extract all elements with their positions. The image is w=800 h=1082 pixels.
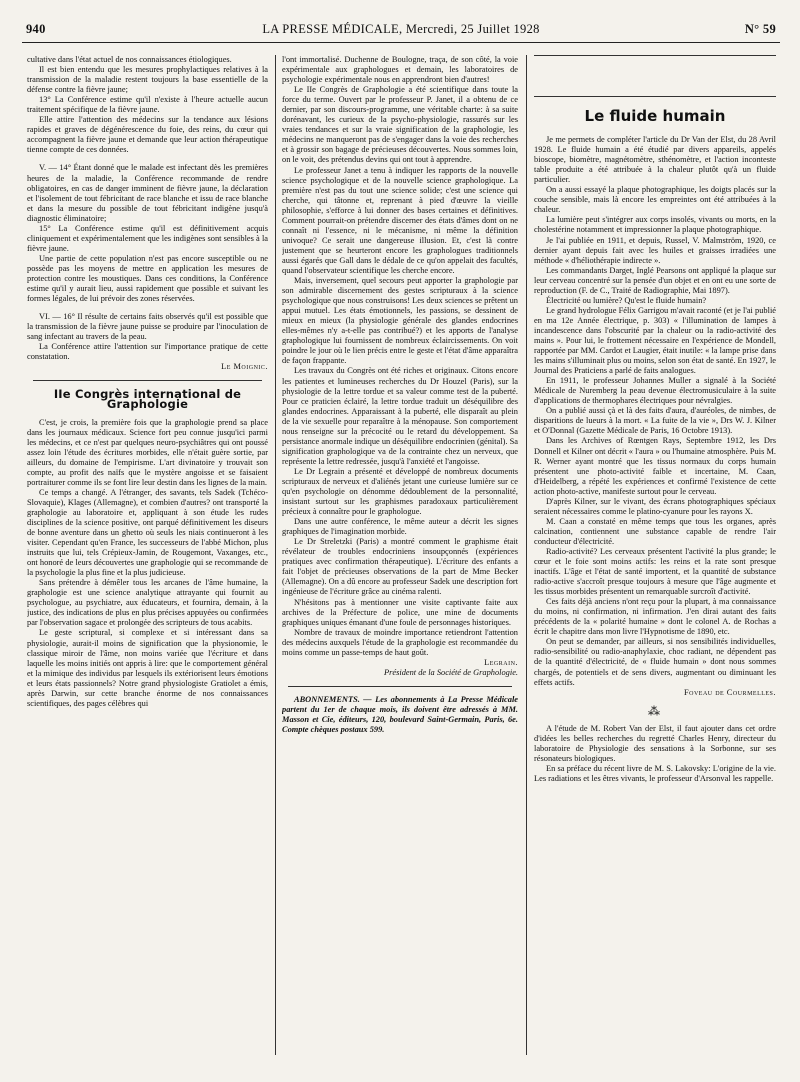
paragraph: 15° La Conférence estime qu'il est définitivement acquis cliniquement et expérimentalement que les indigènes sont sensibles à la fièvre jaune.: [27, 223, 268, 253]
section-heading: Le fluide humain: [584, 107, 726, 125]
issue-number: N° 59: [744, 22, 776, 36]
paragraph: On a aussi essayé la plaque photographique, les doigts placés sur la couche sensible, mais là encore les empreintes ont été attribuées à la chaleur.: [534, 185, 776, 215]
paragraph: Dans les Archives of Rœntgen Rays, Septembre 1912, les Drs Donnell et Kilner ont décrit « l'aura » ou l'humaine atmosphère. Puis M. R. Werner ayant montré que les tissus normaux du corps humain présentent une photo-activité faible et incertaine, M. Caan, d'Heidelberg, a répété les expériences et confirmé l'existence de cette action photo-active, manifeste surtout pour le cerveau.: [534, 436, 776, 496]
paragraph: M. Caan a constaté en même temps que tous les organes, après calcination, contiennent une substance capable de rendre l'air conducteur d'électricité.: [534, 516, 776, 546]
author-signature: Legrain.: [484, 657, 518, 667]
paragraph: Radio-activité? Les cerveaux présentent l'activité la plus grande; le cœur et le foie sont moins actifs: les reins et la rate sont presque inactifs. L'âge et l'état de santé importent, et la quantité de substance radio-active s'accroît presque toujours à mesure que l'âge augmente et les tissus morbides présentent un remarquable surcroît d'activité.: [534, 546, 776, 597]
paragraph: La Conférence attire l'attention sur l'importance pratique de cette constatation.: [27, 342, 268, 362]
paragraph: En 1911, le professeur Johannes Muller a signalé à la Société Médicale de Nuremberg la peau devenue électromusiculaire à la suite d'applications de thermophares électriques pour névralgies.: [534, 376, 776, 406]
paragraph: Une partie de cette population n'est pas encore susceptible ou ne possède pas les moyens de mettre en application les mesures de protection contre les moustiques. Dans ces conditions, la Conférence estime qu'il y aurait lieu, aussi rapidement que possible et suivant les formes légales, de lui prévoir des zones réservées.: [27, 253, 268, 304]
section-heading: IIe Congrès international de Graphologie: [53, 387, 242, 412]
paragraph: Électricité ou lumière? Qu'est le fluide humain?: [546, 295, 707, 305]
top-box: [534, 55, 776, 97]
section-separator: [288, 686, 512, 687]
column-1: [27, 55, 268, 1055]
paragraph: 13° La Conférence estime qu'il n'existe à l'heure actuelle aucun traitement spécifique de la fièvre jaune.: [27, 95, 268, 115]
column-2: [282, 55, 518, 1055]
paragraph: Il est bien entendu que les mesures prophylactiques relatives à la transmission de la maladie restent toujours la base essentielle de la défense contre la fièvre jaune;: [27, 65, 268, 95]
paragraph: V. — 14° Étant donné que le malade est infectant dès les premières heures de la maladie, la Conférence recommande de rendre obligatoires, en cas de danger imminent de fièvre jaune, la déclaration et l'isolement de tout fébricitant de race blanche et issu de race blanche et dans la mesure du possible de tout fébricitant indigène jusqu'à diagnostic éliminatoire;: [27, 163, 268, 223]
paragraph: Nombre de travaux de moindre importance retiendront l'attention des médecins auxquels l'étude de la graphologie est recommandée du moins comme un passe-temps de haut goût.: [282, 627, 518, 657]
paragraph: Ces faits déjà anciens n'ont reçu pour la plupart, à ma connaissance du moins, ni confirmation, ni infirmation. J'en dirai autant des faits précédents de la « polarité humaine » dont le colonel A. de Rochas a écrit le chapitre dans mon livre l'Hypnotisme de 1890, etc.: [534, 597, 776, 637]
paragraph: Les travaux du Congrès ont été riches et originaux. Citons encore les patientes et lumineuses recherches du Dr Houzel (Paris), sur la physiologie de la lettre tordue et sa valeur comme test de la puberté. Pour ce praticien éclairé, la lettre tordue traduit un déséquilibre des glandes endocrines. Apparaissant à la puberté, elle disparaît au plein de la vie sexuelle pour reparaître à la ménopause. Son comportement nous renseigne sur la précocité ou le retard du développement. Sa persistance anormale indique un déséquilibre endocrinien (génital). Sa signification graphologique va de la contrainte chez un nerveux, que représente la lettre redressée, jusqu'à l'anxiété et l'angoisse.: [282, 366, 518, 466]
paragraph: Le Dr Streletzki (Paris) a montré comment le graphisme était révélateur de troubles endocriniens insoupçonnés (expériences pratiques avec confirmation thérapeutique). L'écriture des enfants a fait l'objet de précieuses observations de la part de Mme Becker (Allemagne). On a dû encore au professeur Sadek une description fort ingénieuse de l'écriture grâce au cinéma ralenti.: [282, 537, 518, 597]
paragraph: Sans prétendre à démêler tous les arcanes de l'âme humaine, la graphologie est une science analytique attrayante qui fournit au psychologue, au psychiatre, aux éducateurs, et fournira, demain, à la justice, des indications de plus en plus précises appuyées ou confirmées par l'observation sagace et prolongée des scripteurs de tous acabits.: [27, 578, 268, 628]
paragraph: A l'étude de M. Robert Van der Elst, il faut ajouter dans cet ordre d'idées les belles recherches du regretté Charles Henry, directeur du laboratoire de Physiologie des sensations à la Sorbonne, sur ses résonateurs biologiques.: [534, 723, 776, 763]
paragraph: Elle attire l'attention des médecins sur la tendance aux lésions rapides et graves de dégénérescence du foie, des reins, du cœur qui accompagnent la fièvre jaune et demande que leur action thérapeutique tienne compte de ces données.: [27, 115, 268, 155]
page-header: [22, 20, 780, 43]
column-3: [534, 55, 776, 1055]
subscription-notice: ABONNEMENTS. — Les abonnements à La Presse Médicale partent du 1er de chaque mois, ils doivent être adressés à MM. Masson et Cie, éditeurs, 120, boulevard Saint-Germain, Paris, 6e. Compte chèques postaux 599.: [282, 694, 518, 735]
author-signature: Le Moignic.: [221, 362, 268, 372]
paragraph: cultative dans l'état actuel de nos connaissances étiologiques.: [27, 55, 232, 64]
paragraph: D'après Kilner, sur le vivant, des écrans photographiques spéciaux seraient nécessaires comme le platino-cyanure pour les rayons X.: [534, 496, 776, 516]
paragraph: Le grand hydrologue Félix Garrigou m'avait raconté (et je l'ai publié en ma 12e Année électrique, p. 303) « l'illumination de lampes à incandescence dans l'obscurité par la chaleur ou la radio-activité des mains ». Pour lui, le frottement nécessaire en l'expérience de Mondell, rapportée par MM. Cardot et Laugier, était inutile: « la lampe prise dans les mains s'illuminait plus ou moins, selon son état de santé. En 1927, le Journal des Praticiens a parlé de faits analogues.: [534, 305, 776, 376]
paragraph: Ce temps a changé. A l'étranger, des savants, tels Sadek (Tchéco-Slovaquie), Klages (Allemagne), et combien d'autres? ont transporté la graphologie au laboratoire et, appliquant à son étude les rudes disciplines de la science positive, ont parqué définitivement les diseurs de bonne aventure dans un ghetto où seuls les niais continueront à les visiter. Cependant qu'en France, les successeurs de l'abbé Michon, plus instruits que lui, tels Crépieux-Jamin, de Rougemont, Vaxanges, etc., ont honoré de leurs découvertes une graphologie qui se recommande de la psychologie la plus fine et la plus judicieuse.: [27, 487, 268, 578]
paragraph: En sa préface du récent livre de M. S. Lakovsky: L'origine de la vie. Les radiations et les êtres vivants, le professeur d'Arsonval les rappelle.: [534, 763, 776, 783]
paragraph: Les commandants Darget, Inglé Pearsons ont appliqué la plaque sur leur cerveau concentré sur la pensée d'un objet et en ont eu une sorte de reproduction (F. de C., Traité de Radiographie, Mai 1897).: [534, 265, 776, 295]
column-divider-2: [526, 55, 527, 1055]
paragraph: Dans une autre conférence, le même auteur a décrit les signes graphiques de l'imagination morbide.: [282, 517, 518, 537]
paragraph: Mais, inversement, quel secours peut apporter la graphologie par son admirable discernement des gestes scripturaux à la science psychologique que nous construisons! Les deux sciences se prêtent un appui mutuel. Les états émotionnels, les passions, se dessinent de mieux en mieux (la physiologie générale des glandes endocrines elles-mêmes n'y a-t-elle pas contribué?) et les apports de l'analyse graphologique lui fournissent de nombreux éclaircissements. On voit poindre le jour où le lien précis entre le geste et l'état d'âme apparaîtra de façon frappante.: [282, 276, 518, 366]
author-title: Président de la Société de Graphologie.: [384, 667, 518, 677]
paragraph: Le geste scriptural, si complexe et si intéressant dans sa physiologie, aurait-il moins de signification que la physionomie, le classique miroir de l'âme, non moins variée que l'écriture et dans laquelle les moins initiés ont appris à lire: que le comportement général et la mimique des individus par lesquels ils extériorisent leurs émotions et leurs états passionnels? Notre grand physiologiste Gratiolet a émis, après Darwin, sur cette branche énorme de nos connaissances scientifiques, des pages célèbres qui: [27, 628, 268, 708]
paragraph: C'est, je crois, la première fois que la graphologie prend sa place dans les journaux médicaux. Science fort peu connue jusqu'ici parmi les médecins, et ce n'est par quelques neuro-psychiâtres qui ont poussé assez loin l'étude des écritures morbides, elle n'était guère sortie, par ailleurs, du domaine de l'empirisme. L'art divinatoire y trouvait son compte, au profit des naïfs que le mystère angoisse et se faisaient portraiturer comme ils se font lire leur destin dans les lignes de la main.: [27, 417, 268, 487]
paragraph: VI. — 16° Il résulte de certains faits observés qu'il est possible que la transmission de la fièvre jaune puisse se produire par l'inoculation de sang infectant au travers de la peau.: [27, 312, 268, 342]
paragraph: Le professeur Janet a tenu à indiquer les rapports de la nouvelle science psychologique et de la nouvelle science graphologique. La première n'est pas du tout une science solide; c'est une science qui cherche, qui tâtonne et, reprenant à pied d'œuvre la vieille philosophie, s'efforce à lui donner des bases certaines et définitives. Comment pourrait-on prétendre discerner des états d'âmes dont on ne connaît ni l'essence, ni le mécanisme, ni même la définition univoque? Ce serait une dangereuse illusion. Et, c'est là contre justement que se heurteront encore les graphologues traditionnels aussi égarés que Gall dans le dédale de ce qu'on appelait des facultés, quand l'observateur scientifique les cherche encore.: [282, 165, 518, 275]
paragraph: On peut se demander, par ailleurs, si nos sensibilités individuelles, radio-sensibilité ou radio-anaphylaxie, choc radiant, ne dépendent pas de la quantité d'électricité, de « fluide humain » dont nous sommes chargés, de potentiels et de sens divers, augmentant ou diminuant les effets actifs.: [534, 637, 776, 687]
paragraph: La lumière peut s'intégrer aux corps insolés, vivants ou morts, en la cholestérine notamment et impressionner la plaque photographique.: [534, 215, 776, 235]
journal-title: LA PRESSE MÉDICALE, Mercredi, 25 Juillet 1928: [262, 22, 540, 36]
asterism: ⁂: [648, 703, 662, 718]
paragraph: On a publié aussi çà et là des faits d'aura, d'auréoles, de nimbes, de disparitions de lueurs à la mort. « La fuite de la vie », Drs W. J. Kilner et O'Donnal (Gazette Médicale de Paris, 16 Octobre 1913).: [534, 406, 776, 436]
paragraph: N'hésitons pas à mentionner une visite captivante faite aux archives de la Préfecture de police, une mine de documents graphiques uniques émanant d'une foule de personnages historiques.: [282, 597, 518, 627]
paragraph: Le IIe Congrès de Graphologie a été scientifique dans toute la force du terme. Ouvert par le professeur P. Janet, il a obtenu de ce dernier, par son discours-programme, une véritable charte: à sa suite dorénavant, les curieux de la psycho-physiologie, rassurés sur les vraies tendances et sur la vraie signification de la graphologie, les médecins ne manqueront pas de s'engager dans la voie des recherches et à grossir son bagage de précieuses découvertes. Nous sommes loin, on le voit, des prétendus devins qui ont tout à apprendre.: [282, 85, 518, 165]
paragraph: Je me permets de compléter l'article du Dr Van der Elst, du 28 Avril 1928. Le fluide humain a été étudié par divers appareils, appelés bioscope, biomètre, magnétomètre, sthénomètre, et l'action inconteste table produite a été attribuée à la chaleur plutôt qu'à un fluide particulier.: [534, 135, 776, 185]
column-divider-1: [275, 55, 276, 1055]
paragraph: Je l'ai publiée en 1911, et depuis, Russel, V. Malmström, 1920, ce dernier ayant depuis fait avec les huiles et graisses irradiées une méthode « d'héliothérapie indirecte ».: [534, 235, 776, 265]
section-separator: [33, 380, 262, 381]
author-signature: Foveau de Courmelles.: [683, 687, 776, 697]
paragraph: Le Dr Legrain a présenté et développé de nombreux documents scripturaux de nerveux et d'aliénés jetant une curieuse lumière sur ce qu'en psychologie on dénomme dédoublement de la personnalité, insistant surtout sur les graphismes paradoxaux particulièrement précieux à connaître pour le graphologue.: [282, 466, 518, 517]
page-number: 940: [26, 22, 46, 36]
paragraph: l'ont immortalisé. Duchenne de Boulogne, traça, de son côté, la voie expérimentale aux graphologues et demain, les laboratoires de psychologie expérimentale nous en apprendront bien d'autres!: [282, 55, 518, 85]
